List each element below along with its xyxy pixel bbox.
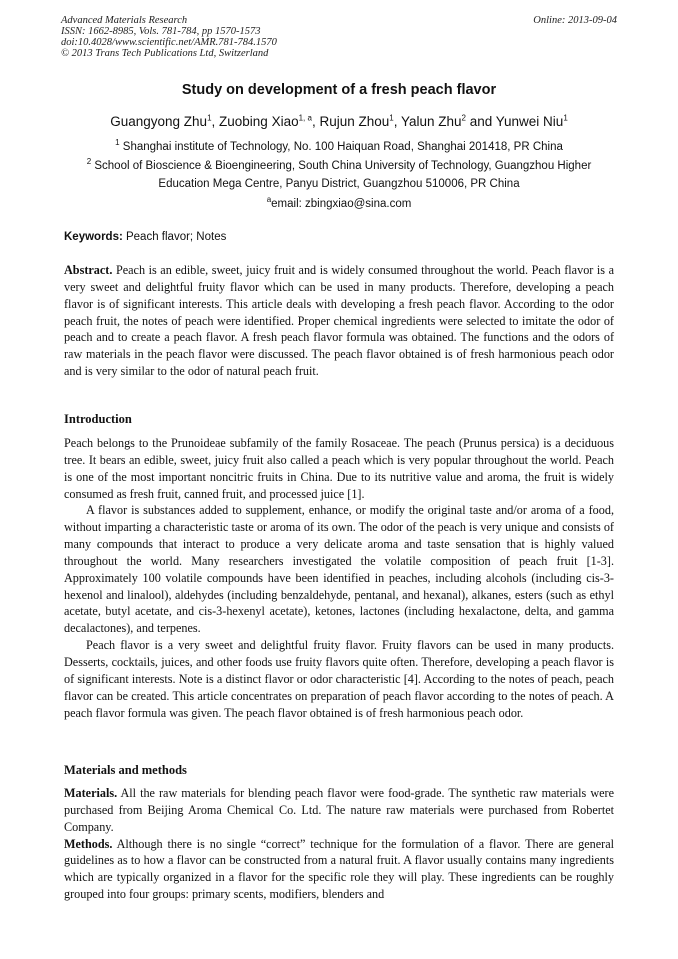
intro-paragraph-2: A flavor is substances added to supplement, enhance, or modify the original taste and/or aroma of a food, without imparting a characteristic taste or aroma of its own. The odor of the peach is very unique and consists of many compounds that interact to produce a very delicate aroma and taste sensation that is highly valued throughout the world. Many researchers investigated the volatile composition of peach fruit [1-3]. Approximately 100 volatile compounds have been identified in peaches, including alcohols (including cis-3-hexenol and linalool), aldehydes (including benzaldehyde, pentanal, and hexanal), alkanes, esters (such as ethyl acetate, butyl acetate, and cis-3-hexenyl acetate), ketones, lactones (including hexalactone, delta, and gamma decalactones), and terpenes.	[64, 503, 614, 636]
methods-heading: Materials and methods	[64, 763, 187, 777]
author-separator: ,	[311, 114, 320, 129]
keywords-text: Peach flavor; Notes	[122, 231, 227, 243]
author-affiliation-mark: 1	[389, 113, 394, 123]
author-affiliation-mark: 2	[461, 113, 466, 123]
author-and: and	[465, 114, 496, 129]
methods-label: Methods.	[64, 836, 113, 851]
materials-label: Materials.	[64, 786, 118, 800]
copyright-line: © 2013 Trans Tech Publications Ltd, Switzerland	[61, 48, 269, 59]
paper-title: Study on development of a fresh peach flavor	[181, 82, 497, 98]
methods-body	[64, 785, 614, 903]
keywords	[64, 231, 226, 243]
introduction-heading: Introduction	[64, 412, 132, 426]
affiliation-2: $^2$ School of Bioscience & Bioengineering, South China University of Technology, Guangzhou Higher Education Mega Centre, Panyu District, Guangzhou 510006, PR China	[86, 157, 592, 190]
author-list	[0, 114, 678, 129]
author-affiliation-mark: 1	[563, 113, 568, 123]
author-separator: ,	[211, 114, 220, 129]
author-affiliation-mark: 1, a	[298, 113, 312, 123]
author-affiliation-mark: 1	[207, 113, 212, 123]
author-name: Guangyong Zhu	[110, 114, 208, 129]
author-separator: ,	[393, 114, 401, 129]
materials-paragraph	[64, 785, 614, 836]
methods-text: Although there is no single “correct” technique for the formulation of a flavor. There are general guidelines as to how a flavor can be constructed from a natural fruit. A flavor usually contains many ingredients which are typically organized in a flavor for the specific role they will play. These ingredients can be roughly grouped into four groups: primary scents, modifiers, blenders and	[64, 836, 614, 902]
author-name: Yalun Zhu	[400, 114, 462, 129]
introduction-body	[64, 435, 614, 721]
methods-paragraph	[64, 836, 614, 903]
online-date: Online: 2013-09-04	[533, 15, 617, 26]
author-name: Rujun Zhou	[319, 114, 390, 129]
author-name: Zuobing Xiao	[219, 114, 299, 129]
author-name: Yunwei Niu	[495, 114, 564, 129]
intro-paragraph-1: Peach belongs to the Prunoideae subfamily of the family Rosaceae. The peach (Prunus persica) is a deciduous tree. It bears an edible, sweet, juicy fruit also called a peach which is very popular throughout the world. Peach is one of the most important noncitric fruits in China. Due to its nutritive value and aroma, the fruit is widely consumed as fresh fruit, canned fruit, and processed juice [1].	[64, 436, 614, 501]
keywords-label: Keywords:	[64, 231, 123, 243]
doi-line: doi:10.4028/www.scientific.net/AMR.781-784.1570	[61, 37, 277, 48]
journal-name: Advanced Materials Research	[61, 15, 188, 26]
abstract-text: Peach is an edible, sweet, juicy fruit and is widely consumed throughout the world. Peach flavor is a very sweet and delightful fruity flavor which can be used in many products. Therefore, developing a peach flavor is of significant interests. This article deals with developing a fresh peach flavor. According to the odor peach fruit, the notes of peach were identified. Proper chemical ingredients were selected to imitate the odor of peach and to create a peach flavor. A fresh peach flavor formula was obtained. The functions and the odors of raw materials in the peach flavor were discussed. The peach flavor obtained is of fresh harmonious peach odor and is very similar to the odor of natural peach fruit.	[64, 263, 614, 379]
abstract-label: Abstract.	[64, 263, 113, 277]
intro-paragraph-3: Peach flavor is a very sweet and delightful fruity flavor. Fruity flavors can be used in many products. Desserts, cocktails, juices, and other foods use fruity flavors quite often. Therefore, developing a peach flavor is of significant interests. Note is a distinct flavor or odor characteristic [4]. According to the notes of peach, peach flavor can be created. This article concentrates on preparation of peach flavor according to the notes of peach. A peach flavor formula was given. The peach flavor obtained is of fresh harmonious peach odor.	[64, 638, 614, 720]
journal-header	[61, 15, 617, 59]
affiliation-1: $^1$ Shanghai institute of Technology, No. 100 Haiquan Road, Shanghai 201418, PR China	[115, 138, 563, 153]
materials-text: All the raw materials for blending peach flavor were food-grade. The synthetic raw materials were purchased from Beijing Aroma Chemical Co. Ltd. The nature raw materials were purchased from Robertet Company.	[64, 786, 614, 834]
issn-line: ISSN: 1662-8985, Vols. 781-784, pp 1570-1573	[61, 26, 261, 37]
corresponding-email: $^a$email: zbingxiao@sina.com	[266, 195, 412, 210]
abstract	[64, 262, 614, 380]
